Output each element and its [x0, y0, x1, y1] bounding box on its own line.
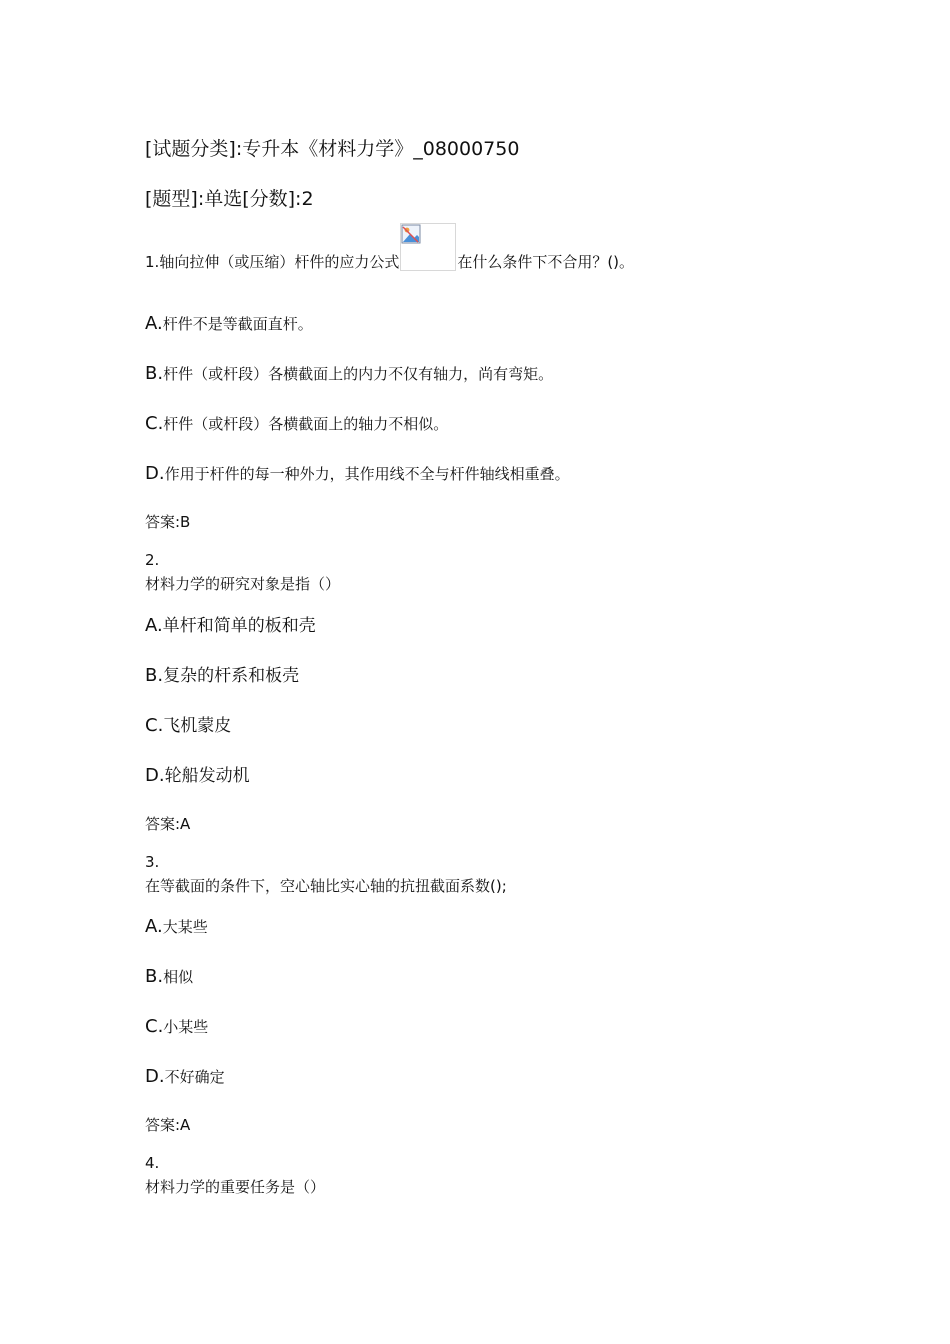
question-4-stem: 材料力学的重要任务是（）	[145, 1178, 326, 1196]
question-number: 1.	[145, 253, 160, 271]
question-text: 轴向拉伸（或压缩）杆件的应力公式	[159, 253, 400, 271]
option-letter: A.	[145, 313, 163, 334]
option-letter: C.	[145, 413, 164, 434]
option-text: 作用于杆件的每一种外力，其作用线不全与杆件轴线相重叠。	[164, 465, 570, 483]
option-letter: D.	[145, 1066, 165, 1087]
question-4-number: 4.	[145, 1154, 160, 1172]
question-type-header: [题型]:单选[分数]:2	[145, 188, 314, 210]
question-3-option-a	[145, 918, 208, 936]
question-text: 在什么条件下不合用？()。	[457, 253, 635, 271]
option-text: 大某些	[162, 918, 208, 936]
question-2-option-d	[145, 767, 250, 785]
question-1-option-c	[145, 415, 448, 433]
option-letter: A.	[145, 615, 163, 636]
option-letter: C.	[145, 715, 164, 736]
option-text: 杆件（或杆段）各横截面上的内力不仅有轴力，尚有弯矩。	[163, 365, 554, 383]
question-1-option-b	[145, 365, 553, 383]
option-text: 杆件不是等截面直杆。	[162, 315, 313, 333]
option-text: 复杂的杆系和板壳	[163, 666, 300, 686]
category-header: [试题分类]:专升本《材料力学》_08000750	[145, 138, 520, 160]
question-3-option-b	[145, 968, 193, 986]
option-text: 不好确定	[164, 1068, 225, 1086]
question-3-stem: 在等截面的条件下，空心轴比实心轴的抗扭截面系数();	[145, 877, 507, 895]
option-letter: D.	[145, 765, 165, 786]
option-letter: D.	[145, 463, 165, 484]
option-letter: B.	[145, 966, 164, 987]
question-1-option-a	[145, 315, 313, 333]
question-1-option-d	[145, 465, 570, 483]
question-1-stem	[145, 223, 634, 286]
option-text: 杆件（或杆段）各横截面上的轴力不相似。	[163, 415, 449, 433]
option-text: 单杆和简单的板和壳	[162, 616, 316, 636]
option-text: 轮船发动机	[164, 766, 250, 786]
question-3-option-c	[145, 1018, 208, 1036]
option-letter: B.	[145, 363, 164, 384]
option-text: 小某些	[163, 1018, 209, 1036]
broken-image-icon	[401, 224, 421, 244]
question-2-option-a	[145, 617, 316, 635]
question-1-answer: 答案:B	[145, 513, 191, 531]
question-2-option-c	[145, 717, 231, 735]
option-letter: B.	[145, 665, 164, 686]
formula-image	[400, 223, 456, 271]
question-2-answer: 答案:A	[145, 815, 191, 833]
option-text: 相似	[163, 968, 194, 986]
question-3-answer: 答案:A	[145, 1116, 191, 1134]
question-3-option-d	[145, 1068, 225, 1086]
question-3-number: 3.	[145, 853, 160, 871]
option-text: 飞机蒙皮	[163, 716, 232, 736]
option-letter: A.	[145, 916, 163, 937]
question-2-stem: 材料力学的研究对象是指（）	[145, 575, 341, 593]
question-2-option-b	[145, 667, 299, 685]
question-2-number: 2.	[145, 551, 160, 569]
option-letter: C.	[145, 1016, 164, 1037]
